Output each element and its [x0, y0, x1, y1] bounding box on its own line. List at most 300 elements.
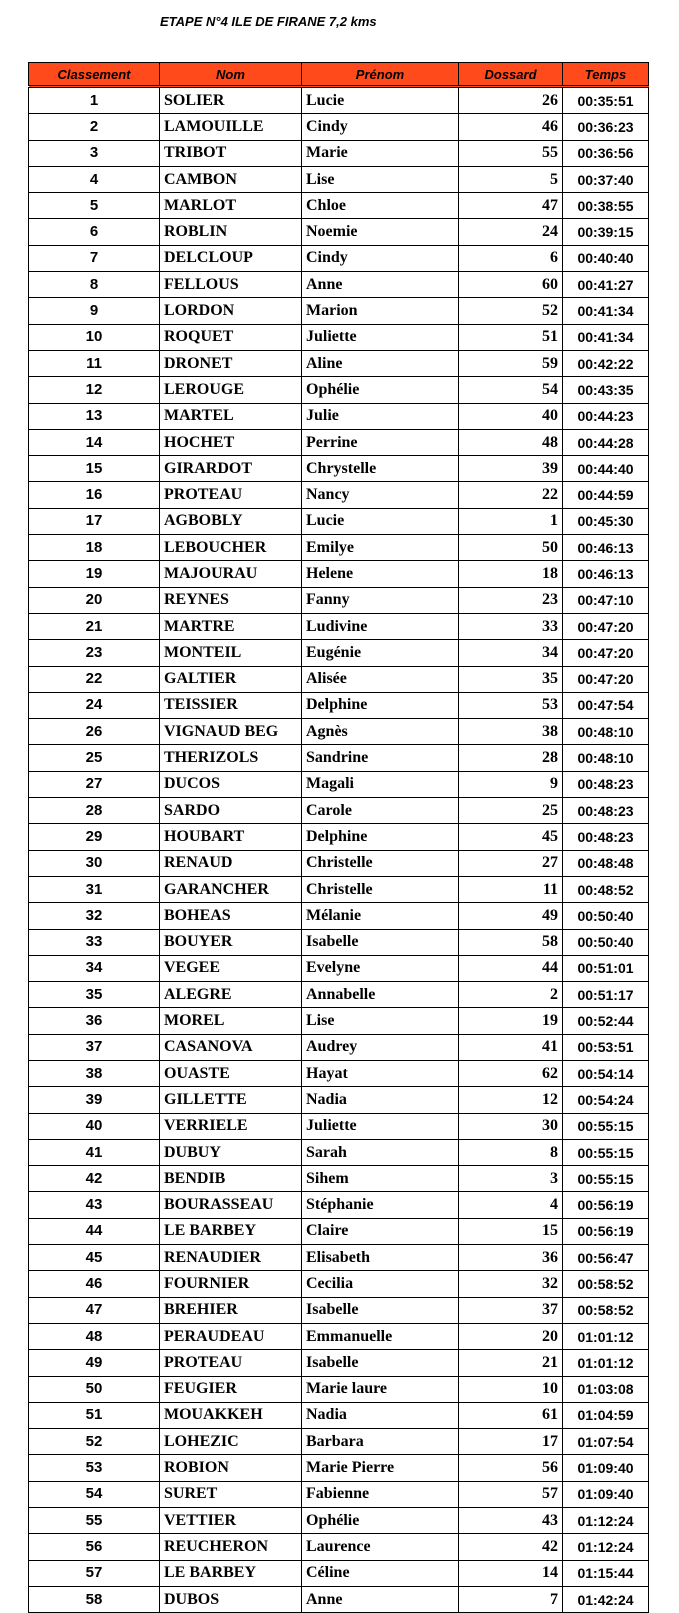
- prenom-cell: Noemie: [302, 219, 459, 245]
- nom-cell: SOLIER: [160, 87, 302, 114]
- rank-cell: 57: [29, 1560, 160, 1586]
- nom-cell: LEROUGE: [160, 377, 302, 403]
- temps-cell: 00:36:56: [563, 140, 649, 166]
- temps-cell: 00:48:10: [563, 745, 649, 771]
- rank-cell: 55: [29, 1508, 160, 1534]
- prenom-cell: Laurence: [302, 1534, 459, 1560]
- rank-cell: 23: [29, 640, 160, 666]
- rank-cell: 47: [29, 1297, 160, 1323]
- temps-cell: 00:55:15: [563, 1166, 649, 1192]
- prenom-cell: Alisée: [302, 666, 459, 692]
- rank-cell: 52: [29, 1429, 160, 1455]
- nom-cell: LOHEZIC: [160, 1429, 302, 1455]
- dossard-cell: 30: [459, 1113, 563, 1139]
- rank-cell: 54: [29, 1481, 160, 1507]
- rank-cell: 24: [29, 692, 160, 718]
- table-row: [29, 429, 649, 455]
- prenom-cell: Cecilia: [302, 1271, 459, 1297]
- prenom-cell: Carole: [302, 798, 459, 824]
- rank-cell: 26: [29, 719, 160, 745]
- nom-cell: LEBOUCHER: [160, 535, 302, 561]
- temps-cell: 01:15:44: [563, 1560, 649, 1586]
- temps-cell: 00:56:47: [563, 1245, 649, 1271]
- prenom-cell: Emilye: [302, 535, 459, 561]
- nom-cell: ROQUET: [160, 324, 302, 350]
- temps-cell: 00:52:44: [563, 1008, 649, 1034]
- dossard-cell: 43: [459, 1508, 563, 1534]
- prenom-cell: Marie: [302, 140, 459, 166]
- nom-cell: GALTIER: [160, 666, 302, 692]
- dossard-cell: 12: [459, 1087, 563, 1113]
- temps-cell: 00:43:35: [563, 377, 649, 403]
- rank-cell: 32: [29, 903, 160, 929]
- table-row: [29, 798, 649, 824]
- prenom-cell: Chloe: [302, 193, 459, 219]
- results-body: [29, 87, 649, 1613]
- rank-cell: 19: [29, 561, 160, 587]
- rank-cell: 50: [29, 1376, 160, 1402]
- rank-cell: 37: [29, 1034, 160, 1060]
- temps-cell: 00:47:20: [563, 613, 649, 639]
- rank-cell: 56: [29, 1534, 160, 1560]
- prenom-cell: Eugénie: [302, 640, 459, 666]
- table-row: [29, 87, 649, 114]
- dossard-cell: 35: [459, 666, 563, 692]
- prenom-cell: Cindy: [302, 114, 459, 140]
- table-row: [29, 850, 649, 876]
- prenom-cell: Lucie: [302, 508, 459, 534]
- rank-cell: 51: [29, 1402, 160, 1428]
- temps-cell: 00:48:23: [563, 824, 649, 850]
- rank-cell: 38: [29, 1060, 160, 1086]
- rank-cell: 30: [29, 850, 160, 876]
- temps-cell: 00:39:15: [563, 219, 649, 245]
- header-nom: Nom: [160, 63, 302, 87]
- nom-cell: VETTIER: [160, 1508, 302, 1534]
- header-dossard: Dossard: [459, 63, 563, 87]
- dossard-cell: 8: [459, 1139, 563, 1165]
- prenom-cell: Mélanie: [302, 903, 459, 929]
- dossard-cell: 18: [459, 561, 563, 587]
- dossard-cell: 23: [459, 587, 563, 613]
- table-row: [29, 114, 649, 140]
- temps-cell: 00:48:23: [563, 771, 649, 797]
- temps-cell: 01:09:40: [563, 1481, 649, 1507]
- dossard-cell: 60: [459, 272, 563, 298]
- dossard-cell: 25: [459, 798, 563, 824]
- prenom-cell: Barbara: [302, 1429, 459, 1455]
- prenom-cell: Emmanuelle: [302, 1323, 459, 1349]
- nom-cell: TEISSIER: [160, 692, 302, 718]
- dossard-cell: 4: [459, 1192, 563, 1218]
- table-row: [29, 272, 649, 298]
- prenom-cell: Nadia: [302, 1087, 459, 1113]
- prenom-cell: Sandrine: [302, 745, 459, 771]
- temps-cell: 00:37:40: [563, 166, 649, 192]
- dossard-cell: 34: [459, 640, 563, 666]
- temps-cell: 00:46:13: [563, 561, 649, 587]
- rank-cell: 12: [29, 377, 160, 403]
- table-row: [29, 166, 649, 192]
- temps-cell: 00:54:24: [563, 1087, 649, 1113]
- rank-cell: 5: [29, 193, 160, 219]
- dossard-cell: 1: [459, 508, 563, 534]
- nom-cell: THERIZOLS: [160, 745, 302, 771]
- dossard-cell: 36: [459, 1245, 563, 1271]
- prenom-cell: Juliette: [302, 324, 459, 350]
- table-row: [29, 1139, 649, 1165]
- nom-cell: DRONET: [160, 350, 302, 376]
- prenom-cell: Elisabeth: [302, 1245, 459, 1271]
- rank-cell: 25: [29, 745, 160, 771]
- nom-cell: RENAUD: [160, 850, 302, 876]
- nom-cell: CAMBON: [160, 166, 302, 192]
- rank-cell: 58: [29, 1586, 160, 1612]
- prenom-cell: Nancy: [302, 482, 459, 508]
- table-row: [29, 1297, 649, 1323]
- temps-cell: 00:38:55: [563, 193, 649, 219]
- nom-cell: FELLOUS: [160, 272, 302, 298]
- prenom-cell: Annabelle: [302, 982, 459, 1008]
- table-row: [29, 745, 649, 771]
- temps-cell: 00:48:10: [563, 719, 649, 745]
- temps-cell: 00:48:48: [563, 850, 649, 876]
- table-row: [29, 193, 649, 219]
- temps-cell: 00:44:40: [563, 456, 649, 482]
- rank-cell: 53: [29, 1455, 160, 1481]
- rank-cell: 4: [29, 166, 160, 192]
- dossard-cell: 28: [459, 745, 563, 771]
- nom-cell: ALEGRE: [160, 982, 302, 1008]
- dossard-cell: 50: [459, 535, 563, 561]
- nom-cell: BREHIER: [160, 1297, 302, 1323]
- prenom-cell: Ophélie: [302, 377, 459, 403]
- rank-cell: 8: [29, 272, 160, 298]
- prenom-cell: Magali: [302, 771, 459, 797]
- table-row: [29, 140, 649, 166]
- temps-cell: 00:47:10: [563, 587, 649, 613]
- prenom-cell: Helene: [302, 561, 459, 587]
- table-row: [29, 613, 649, 639]
- dossard-cell: 57: [459, 1481, 563, 1507]
- temps-cell: 01:09:40: [563, 1455, 649, 1481]
- table-row: [29, 666, 649, 692]
- nom-cell: DUBOS: [160, 1586, 302, 1612]
- nom-cell: MOUAKKEH: [160, 1402, 302, 1428]
- dossard-cell: 61: [459, 1402, 563, 1428]
- nom-cell: PROTEAU: [160, 482, 302, 508]
- temps-cell: 00:42:22: [563, 350, 649, 376]
- nom-cell: LAMOUILLE: [160, 114, 302, 140]
- temps-cell: 00:58:52: [563, 1297, 649, 1323]
- temps-cell: 01:01:12: [563, 1350, 649, 1376]
- prenom-cell: Nadia: [302, 1402, 459, 1428]
- table-row: [29, 824, 649, 850]
- prenom-cell: Marie laure: [302, 1376, 459, 1402]
- table-row: [29, 692, 649, 718]
- dossard-cell: 40: [459, 403, 563, 429]
- nom-cell: LE BARBEY: [160, 1560, 302, 1586]
- dossard-cell: 51: [459, 324, 563, 350]
- temps-cell: 00:51:01: [563, 955, 649, 981]
- dossard-cell: 26: [459, 87, 563, 114]
- rank-cell: 13: [29, 403, 160, 429]
- rank-cell: 11: [29, 350, 160, 376]
- table-row: [29, 1560, 649, 1586]
- table-row: [29, 245, 649, 271]
- dossard-cell: 2: [459, 982, 563, 1008]
- rank-cell: 49: [29, 1350, 160, 1376]
- dossard-cell: 48: [459, 429, 563, 455]
- results-table: [28, 62, 649, 1613]
- rank-cell: 16: [29, 482, 160, 508]
- rank-cell: 15: [29, 456, 160, 482]
- table-row: [29, 1534, 649, 1560]
- dossard-cell: 19: [459, 1008, 563, 1034]
- rank-cell: 48: [29, 1323, 160, 1349]
- prenom-cell: Delphine: [302, 692, 459, 718]
- prenom-cell: Lucie: [302, 87, 459, 114]
- prenom-cell: Sihem: [302, 1166, 459, 1192]
- nom-cell: LORDON: [160, 298, 302, 324]
- dossard-cell: 9: [459, 771, 563, 797]
- table-row: [29, 1508, 649, 1534]
- dossard-cell: 62: [459, 1060, 563, 1086]
- rank-cell: 22: [29, 666, 160, 692]
- dossard-cell: 44: [459, 955, 563, 981]
- nom-cell: LE BARBEY: [160, 1218, 302, 1244]
- temps-cell: 01:12:24: [563, 1508, 649, 1534]
- nom-cell: FOURNIER: [160, 1271, 302, 1297]
- table-row: [29, 1271, 649, 1297]
- nom-cell: SARDO: [160, 798, 302, 824]
- temps-cell: 00:55:15: [563, 1113, 649, 1139]
- nom-cell: BOUYER: [160, 929, 302, 955]
- nom-cell: DUBUY: [160, 1139, 302, 1165]
- dossard-cell: 14: [459, 1560, 563, 1586]
- prenom-cell: Lise: [302, 1008, 459, 1034]
- header-classement: Classement: [29, 63, 160, 87]
- dossard-cell: 7: [459, 1586, 563, 1612]
- temps-cell: 00:44:23: [563, 403, 649, 429]
- temps-cell: 00:58:52: [563, 1271, 649, 1297]
- temps-cell: 01:42:24: [563, 1586, 649, 1612]
- table-row: [29, 298, 649, 324]
- prenom-cell: Audrey: [302, 1034, 459, 1060]
- prenom-cell: Isabelle: [302, 1297, 459, 1323]
- dossard-cell: 21: [459, 1350, 563, 1376]
- nom-cell: MARTEL: [160, 403, 302, 429]
- table-row: [29, 535, 649, 561]
- prenom-cell: Julie: [302, 403, 459, 429]
- table-row: [29, 1113, 649, 1139]
- rank-cell: 31: [29, 876, 160, 902]
- rank-cell: 7: [29, 245, 160, 271]
- temps-cell: 00:50:40: [563, 929, 649, 955]
- nom-cell: HOCHET: [160, 429, 302, 455]
- rank-cell: 18: [29, 535, 160, 561]
- table-row: [29, 482, 649, 508]
- prenom-cell: Hayat: [302, 1060, 459, 1086]
- prenom-cell: Ophélie: [302, 1508, 459, 1534]
- table-row: [29, 1402, 649, 1428]
- rank-cell: 46: [29, 1271, 160, 1297]
- rank-cell: 3: [29, 140, 160, 166]
- dossard-cell: 46: [459, 114, 563, 140]
- page-title: ETAPE N°4 ILE DE FIRANE 7,2 kms: [160, 14, 377, 29]
- temps-cell: 00:41:34: [563, 298, 649, 324]
- rank-cell: 39: [29, 1087, 160, 1113]
- rank-cell: 33: [29, 929, 160, 955]
- nom-cell: GIRARDOT: [160, 456, 302, 482]
- prenom-cell: Cindy: [302, 245, 459, 271]
- table-row: [29, 1245, 649, 1271]
- table-row: [29, 903, 649, 929]
- rank-cell: 41: [29, 1139, 160, 1165]
- prenom-cell: Marie Pierre: [302, 1455, 459, 1481]
- dossard-cell: 55: [459, 140, 563, 166]
- rank-cell: 29: [29, 824, 160, 850]
- table-row: [29, 561, 649, 587]
- rank-cell: 40: [29, 1113, 160, 1139]
- rank-cell: 20: [29, 587, 160, 613]
- dossard-cell: 11: [459, 876, 563, 902]
- dossard-cell: 39: [459, 456, 563, 482]
- rank-cell: 21: [29, 613, 160, 639]
- nom-cell: VERRIELE: [160, 1113, 302, 1139]
- rank-cell: 35: [29, 982, 160, 1008]
- prenom-cell: Ludivine: [302, 613, 459, 639]
- header-temps: Temps: [563, 63, 649, 87]
- nom-cell: TRIBOT: [160, 140, 302, 166]
- rank-cell: 10: [29, 324, 160, 350]
- dossard-cell: 6: [459, 245, 563, 271]
- table-row: [29, 1455, 649, 1481]
- rank-cell: 2: [29, 114, 160, 140]
- nom-cell: PROTEAU: [160, 1350, 302, 1376]
- temps-cell: 00:47:54: [563, 692, 649, 718]
- dossard-cell: 15: [459, 1218, 563, 1244]
- table-row: [29, 1166, 649, 1192]
- nom-cell: BENDIB: [160, 1166, 302, 1192]
- prenom-cell: Juliette: [302, 1113, 459, 1139]
- table-row: [29, 587, 649, 613]
- table-row: [29, 456, 649, 482]
- temps-cell: 00:48:23: [563, 798, 649, 824]
- dossard-cell: 56: [459, 1455, 563, 1481]
- dossard-cell: 49: [459, 903, 563, 929]
- table-row: [29, 324, 649, 350]
- table-row: [29, 955, 649, 981]
- temps-cell: 00:51:17: [563, 982, 649, 1008]
- nom-cell: SURET: [160, 1481, 302, 1507]
- prenom-cell: Agnès: [302, 719, 459, 745]
- nom-cell: REUCHERON: [160, 1534, 302, 1560]
- rank-cell: 28: [29, 798, 160, 824]
- prenom-cell: Anne: [302, 272, 459, 298]
- nom-cell: MARTRE: [160, 613, 302, 639]
- temps-cell: 00:53:51: [563, 1034, 649, 1060]
- table-row: [29, 640, 649, 666]
- prenom-cell: Fanny: [302, 587, 459, 613]
- table-row: [29, 1429, 649, 1455]
- header-prenom: Prénom: [302, 63, 459, 87]
- nom-cell: BOURASSEAU: [160, 1192, 302, 1218]
- temps-cell: 00:41:27: [563, 272, 649, 298]
- dossard-cell: 37: [459, 1297, 563, 1323]
- prenom-cell: Isabelle: [302, 929, 459, 955]
- rank-cell: 6: [29, 219, 160, 245]
- dossard-cell: 22: [459, 482, 563, 508]
- nom-cell: GARANCHER: [160, 876, 302, 902]
- table-row: [29, 1060, 649, 1086]
- dossard-cell: 38: [459, 719, 563, 745]
- table-row: [29, 929, 649, 955]
- temps-cell: 00:56:19: [563, 1218, 649, 1244]
- table-row: [29, 508, 649, 534]
- nom-cell: VIGNAUD BEG: [160, 719, 302, 745]
- nom-cell: GILLETTE: [160, 1087, 302, 1113]
- dossard-cell: 53: [459, 692, 563, 718]
- temps-cell: 01:07:54: [563, 1429, 649, 1455]
- dossard-cell: 27: [459, 850, 563, 876]
- temps-cell: 00:41:34: [563, 324, 649, 350]
- nom-cell: ROBLIN: [160, 219, 302, 245]
- temps-cell: 01:04:59: [563, 1402, 649, 1428]
- temps-cell: 01:03:08: [563, 1376, 649, 1402]
- dossard-cell: 10: [459, 1376, 563, 1402]
- rank-cell: 42: [29, 1166, 160, 1192]
- table-row: [29, 1218, 649, 1244]
- temps-cell: 00:47:20: [563, 640, 649, 666]
- dossard-cell: 33: [459, 613, 563, 639]
- table-row: [29, 1376, 649, 1402]
- temps-cell: 00:45:30: [563, 508, 649, 534]
- prenom-cell: Christelle: [302, 850, 459, 876]
- prenom-cell: Fabienne: [302, 1481, 459, 1507]
- table-row: [29, 876, 649, 902]
- table-row: [29, 1350, 649, 1376]
- rank-cell: 44: [29, 1218, 160, 1244]
- header-row: [29, 63, 649, 87]
- prenom-cell: Evelyne: [302, 955, 459, 981]
- dossard-cell: 47: [459, 193, 563, 219]
- rank-cell: 9: [29, 298, 160, 324]
- table-row: [29, 1192, 649, 1218]
- prenom-cell: Marion: [302, 298, 459, 324]
- temps-cell: 01:01:12: [563, 1323, 649, 1349]
- dossard-cell: 17: [459, 1429, 563, 1455]
- prenom-cell: Isabelle: [302, 1350, 459, 1376]
- table-row: [29, 1008, 649, 1034]
- table-row: [29, 350, 649, 376]
- nom-cell: REYNES: [160, 587, 302, 613]
- dossard-cell: 54: [459, 377, 563, 403]
- prenom-cell: Anne: [302, 1586, 459, 1612]
- temps-cell: 00:44:28: [563, 429, 649, 455]
- prenom-cell: Lise: [302, 166, 459, 192]
- prenom-cell: Perrine: [302, 429, 459, 455]
- prenom-cell: Christelle: [302, 876, 459, 902]
- prenom-cell: Aline: [302, 350, 459, 376]
- temps-cell: 00:46:13: [563, 535, 649, 561]
- temps-cell: 00:56:19: [563, 1192, 649, 1218]
- temps-cell: 00:36:23: [563, 114, 649, 140]
- temps-cell: 01:12:24: [563, 1534, 649, 1560]
- nom-cell: OUASTE: [160, 1060, 302, 1086]
- table-row: [29, 1323, 649, 1349]
- nom-cell: MARLOT: [160, 193, 302, 219]
